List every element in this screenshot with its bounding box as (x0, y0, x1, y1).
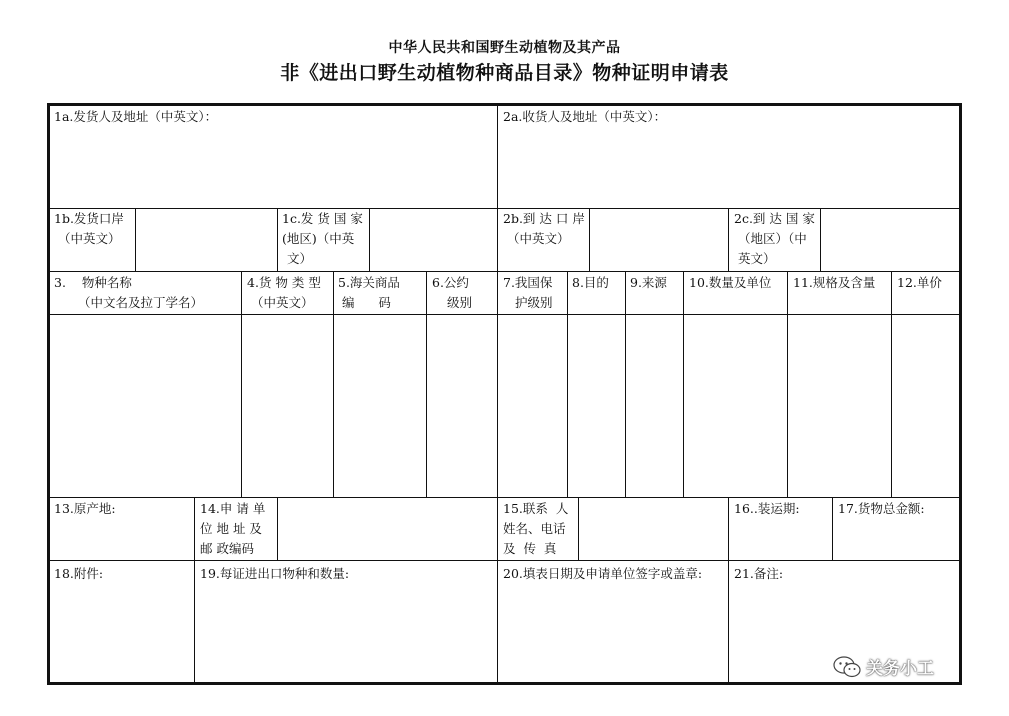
quantity-label: 10.数量及单位 (689, 275, 772, 290)
shipment-period-label: 16..装运期: (734, 501, 800, 516)
source-label: 9.来源 (630, 275, 667, 290)
export-port-label: 1b.发货口岸 (54, 211, 124, 226)
form-title-line1: 中华人民共和国野生动植物及其产品 (388, 40, 621, 56)
consignee-label: 2a.收货人及地址（中英文）： (503, 109, 667, 124)
wechat-icon (832, 655, 862, 679)
protection-level-label-2: 护级别 (515, 295, 553, 310)
contact-label-2: 姓名、电话 (503, 521, 566, 536)
contact-label: 15.联系 人 (503, 501, 569, 516)
convention-level-label-2: 级别 (447, 295, 473, 310)
watermark-text: 关务小工 (866, 659, 934, 679)
arrival-country-label: 2c.到 达 国 家 (734, 211, 815, 226)
form-outer-border (47, 103, 962, 685)
species-quantity-label: 19.每证进出口物种和数量: (200, 566, 350, 581)
export-country-label-2: (地区)（中英 (282, 231, 355, 246)
hs-code-label-2: 编 码 (342, 295, 391, 310)
arrival-port-label: 2b.到 达 口 岸 (503, 211, 585, 226)
form-title-line2: 非《进出口野生动植物种商品目录》物种证明申请表 (280, 62, 729, 84)
signature-date-label: 20.填表日期及申请单位签字或盖章: (503, 566, 703, 581)
consignor-label: 1a.发货人及地址（中英文）： (54, 109, 218, 124)
contact-label-3: 及 传 真 (503, 541, 557, 556)
arrival-country-label-3: 英文） (738, 251, 776, 266)
arrival-country-label-2: （地区）（中 (738, 231, 807, 246)
applicant-address-label-3: 邮 政编码 (200, 541, 254, 556)
total-amount-label: 17.货物总金额: (838, 501, 925, 516)
goods-type-label-2: （中英文） (251, 295, 314, 310)
specification-label: 11.规格及含量 (793, 275, 876, 290)
applicant-address-label-2: 位 地 址 及 (200, 521, 262, 536)
unit-price-label: 12.单价 (897, 275, 942, 290)
export-port-label-2: （中英文） (58, 231, 121, 246)
attachments-label: 18.附件: (54, 566, 104, 581)
export-country-label: 1c.发 货 国 家 (282, 211, 363, 226)
origin-label: 13.原产地: (54, 501, 116, 516)
arrival-port-label-2: （中英文） (507, 231, 570, 246)
export-country-label-3: 文） (287, 251, 313, 266)
convention-level-label: 6.公约 (432, 275, 469, 290)
application-form (47, 103, 962, 685)
purpose-label: 8.目的 (572, 275, 609, 290)
protection-level-label: 7.我国保 (503, 275, 553, 290)
watermark (832, 654, 934, 679)
species-name-label-2: （中文名及拉丁学名） (78, 295, 204, 310)
goods-type-label: 4.货 物 类 型 (247, 275, 321, 290)
applicant-address-label: 14.申 请 单 (200, 501, 266, 516)
species-name-label: 3. 物种名称 (54, 275, 132, 290)
remarks-label: 21.备注: (734, 566, 784, 581)
hs-code-label: 5.海关商品 (338, 275, 400, 290)
